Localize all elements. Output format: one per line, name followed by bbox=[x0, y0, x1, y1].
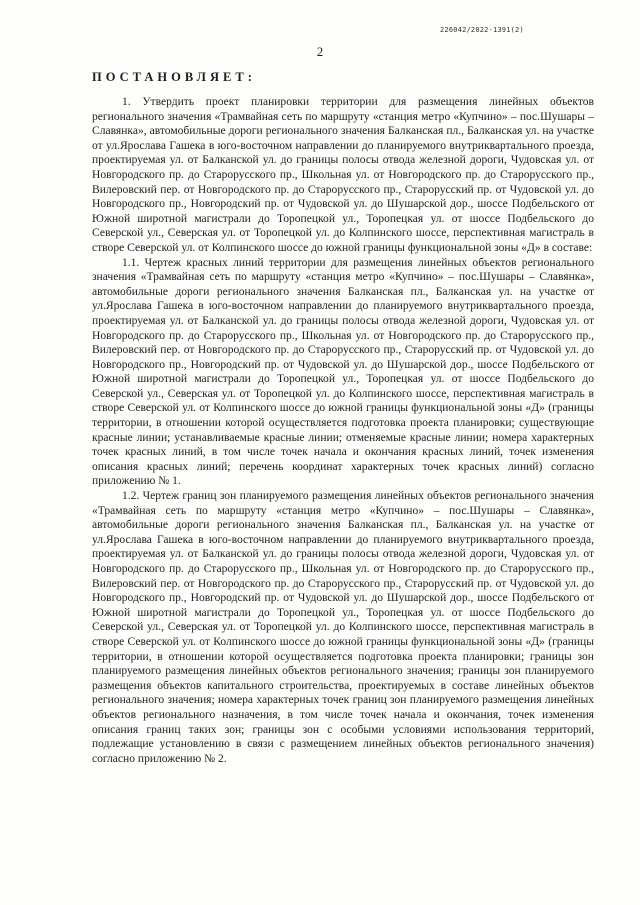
paragraph-1: 1. Утвердить проект планировки территории для размещения линейных объектов регионального значения «Трамвайная сеть по маршруту «станция метро «Купчино» – пос.Шушары – Славянка», автомобильные дороги регионального значения Балканская пл., Балканская ул. на участке от ул.Ярослава Гашека в юго-восточном направлении до планируемого внутриквартального проезда, проектируемая ул. от Балканской ул. до границы полосы отвода железной дороги, Чудовская ул. от Новгородского пр. до Старорусского пр., Школьная ул. от Новгородского пр. до Старорусского пр., Вилеровский пер. от Новгородского пр. до Старорусского пр., Старорусский пр. от Чудовской ул. до Новгородского пр., Новгородский пр. от Чудовской ул. до Шушарской дор., шоссе Подбельского от Южной широтной магистрали до Торопецкой ул., Торопецкая ул. от шоссе Подбельского до Северской ул., Северская ул. от Торопецкой ул. до Колпинского шоссе, перспективная магистраль в створе Северской ул. от Колпинского шоссе до южной границы функциональной зоны «Д» в составе: bbox=[92, 96, 594, 254]
document-body bbox=[92, 95, 594, 766]
paragraph-1-2: 1.2. Чертеж границ зон планируемого размещения линейных объектов регионального значения «Трамвайная сеть по маршруту «станция метро «Купчино» – пос.Шушары – Славянка», автомобильные дороги регионального значения Балканская пл., Балканская ул. на участке от ул.Ярослава Гашека в юго-восточном направлении до планируемого внутриквартального проезда, проектируемая ул. от Балканской ул. до границы полосы отвода железной дороги, Чудовская ул. от Новгородского пр. до Старорусского пр., Школьная ул. от Новгородского пр. до Старорусского пр., Вилеровский пер. от Новгородского пр. до Старорусского пр., Старорусский пр. от Чудовской ул. до Новгородского пр., Новгородский пр. от Чудовской ул. до Шушарской дор., шоссе Подбельского от Южной широтной магистрали до Торопецкой ул., Торопецкая ул. от шоссе Подбельского до Северской ул., Северская ул. от Торопецкой ул. до Колпинского шоссе, перспективная магистраль в створе Северской ул. от Колпинского шоссе до южной границы функциональной зоны «Д» (границы территории, в отношении которой осуществляется подготовка проекта планировки; границы зон планируемого размещения линейных объектов регионального значения; границы зон планируемого размещения объектов капитального строительства, проектируемых в составе линейных объектов регионального значения; номера характерных точек границ зон планируемого размещения линейных объектов регионального назначения, в том числе точек начала и окончания, точек изменения описания границ таких зон; границы зон с особыми условиями использования территорий, подлежащие установлению в связи с размещением линейных объектов регионального значения) согласно приложению № 2. bbox=[92, 490, 594, 765]
document-registration-number: 226042/2022-1391(2) bbox=[440, 26, 524, 34]
decree-heading: ПОСТАНОВЛЯЕТ: bbox=[92, 70, 256, 84]
paragraph-1-1: 1.1. Чертеж красных линий территории для размещения линейных объектов регионального значения «Трамвайная сеть по маршруту «станция метро «Купчино» – пос.Шушары – Славянка», автомобильные дороги регионального значения Балканская пл., Балканская ул. на участке от ул.Ярослава Гашека в юго-восточном направлении до планируемого внутриквартального проезда, проектируемая ул. от Балканской ул. до границы полосы отвода железной дороги, Чудовская ул. от Новгородского пр. до Старорусского пр., Школьная ул. от Новгородского пр. до Старорусского пр., Вилеровский пер. от Новгородского пр. до Старорусского пр., Старорусский пр. от Чудовской ул. до Новгородского пр., Новгородский пр. от Чудовской ул. до Шушарской дор., шоссе Подбельского от Южной широтной магистрали до Торопецкой ул., Торопецкая ул. от шоссе Подбельского до Северской ул., Северская ул. от Торопецкой ул. до Колпинского шоссе, перспективная магистраль в створе Северской ул. от Колпинского шоссе до южной границы функциональной зоны «Д» (границы территории, в отношении которой осуществляется подготовка проекта планировки; существующие красные линии; устанавливаемые красные линии; отменяемые красные линии; номера характерных точек красных линий, в том числе точек начала и окончания красных линий, точек изменения описания красных линий; перечень координат характерных точек красных линий) согласно приложению № 1. bbox=[92, 256, 594, 488]
page-number: 2 bbox=[316, 44, 324, 59]
